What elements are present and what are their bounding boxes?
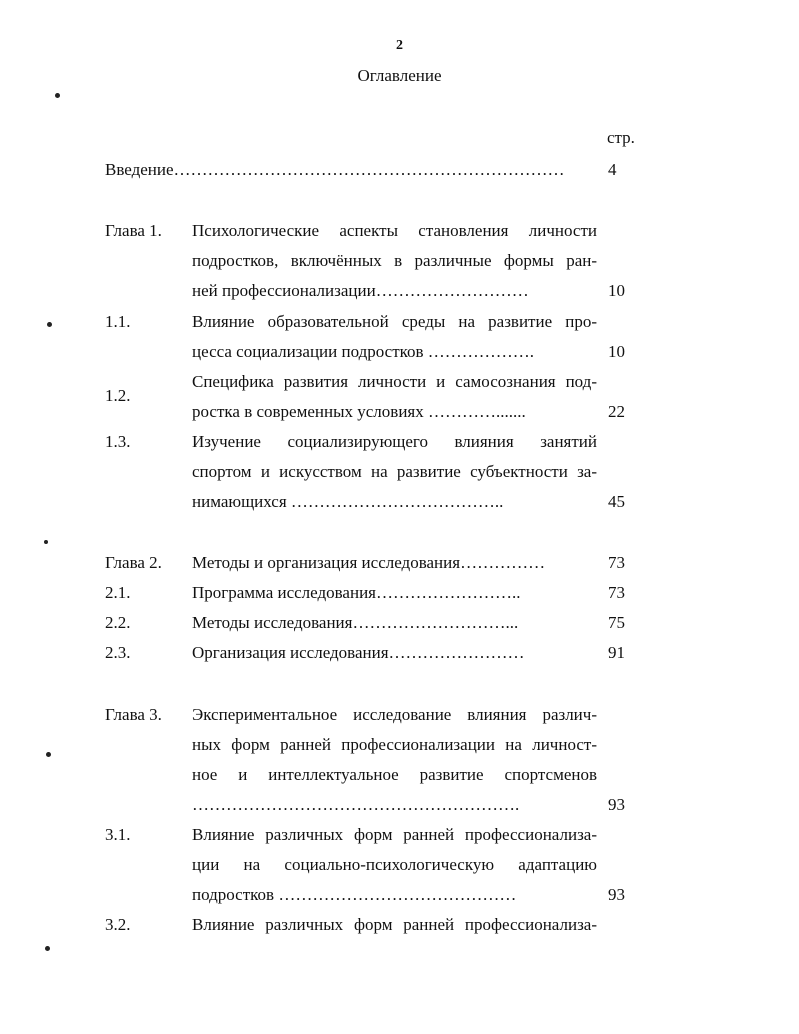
toc-entry-label: Глава 1. — [105, 221, 162, 240]
toc-entry-text-line: …………………………………………………. — [192, 795, 520, 814]
scan-speck — [47, 322, 52, 327]
toc-entry-text-line: Влияние образовательной среды на развитие про- — [192, 312, 597, 331]
toc-entry-text-line: ростка в современных условиях …………....... — [192, 402, 526, 421]
toc-entry-label: 2.3. — [105, 643, 131, 662]
toc-entry-text-line: цесса социализации подростков ………………. — [192, 342, 535, 361]
scan-speck — [45, 946, 50, 951]
toc-entry-text-line: ней профессионализации……………………… — [192, 281, 529, 300]
toc-entry-text-line: Экспериментальное исследование влияния различ- — [192, 705, 597, 724]
toc-entry-label: 1.3. — [105, 432, 131, 451]
toc-entry-label: Глава 2. — [105, 553, 162, 572]
toc-entry-label: Глава 3. — [105, 705, 162, 724]
toc-entry-text: Организация исследования…………………… — [192, 643, 525, 662]
toc-page-number: 91 — [608, 643, 625, 662]
page-title: Оглавление — [357, 66, 442, 85]
scan-speck — [55, 93, 60, 98]
toc-entry-text-line: Психологические аспекты становления личности — [192, 221, 597, 240]
scan-speck — [44, 540, 48, 544]
toc-page-number: 73 — [608, 583, 625, 602]
toc-page-number: 45 — [608, 492, 625, 511]
toc-entry-label: 1.1. — [105, 312, 131, 331]
toc-entry-text-line: нимающихся ……………………………….. — [192, 492, 504, 511]
toc-page-number: 93 — [608, 885, 625, 904]
toc-entry-text-line: подростков, включённых в различные формы ран- — [192, 251, 597, 270]
toc-page-number: 22 — [608, 402, 625, 421]
page-column-heading: стр. — [607, 128, 635, 147]
toc-page-number: 93 — [608, 795, 625, 814]
toc-entry-label: 3.2. — [105, 915, 131, 934]
toc-page-number: 10 — [608, 281, 625, 300]
toc-page-number: 4 — [608, 160, 617, 179]
toc-page-number: 10 — [608, 342, 625, 361]
toc-entry-text: Программа исследования…………………….. — [192, 583, 521, 602]
toc-entry-label: 2.2. — [105, 613, 131, 632]
toc-entry-label: 3.1. — [105, 825, 131, 844]
toc-entry-text-line: Влияние различных форм ранней профессионализа- — [192, 915, 597, 934]
toc-entry-text-line: Изучение социализирующего влияния занятий — [192, 432, 597, 451]
toc-entry-text-line: Специфика развития личности и самосознания под- — [192, 372, 597, 391]
toc-entry-text-line: ции на социально-психологическую адаптацию — [192, 855, 597, 874]
toc-entry-text-line: спортом и искусством на развитие субъектности за- — [192, 462, 597, 481]
toc-entry-label: 2.1. — [105, 583, 131, 602]
toc-entry-text-line: Влияние различных форм ранней профессионализа- — [192, 825, 597, 844]
toc-page-number: 75 — [608, 613, 625, 632]
toc-entry-label: 1.2. — [105, 386, 131, 405]
toc-entry-text: Методы и организация исследования…………… — [192, 553, 546, 572]
toc-entry-text-line: ное и интеллектуальное развитие спортсменов — [192, 765, 597, 784]
scan-speck — [46, 752, 51, 757]
toc-page-number: 73 — [608, 553, 625, 572]
toc-entry-text: Методы исследования………………………... — [192, 613, 519, 632]
page-number: 2 — [396, 38, 403, 53]
toc-entry-text-line: ных форм ранней профессионализации на личност- — [192, 735, 597, 754]
toc-entry-text-line: подростков …………………………………… — [192, 885, 517, 904]
toc-entry-text: Введение…………………………………………………………… — [105, 160, 565, 179]
